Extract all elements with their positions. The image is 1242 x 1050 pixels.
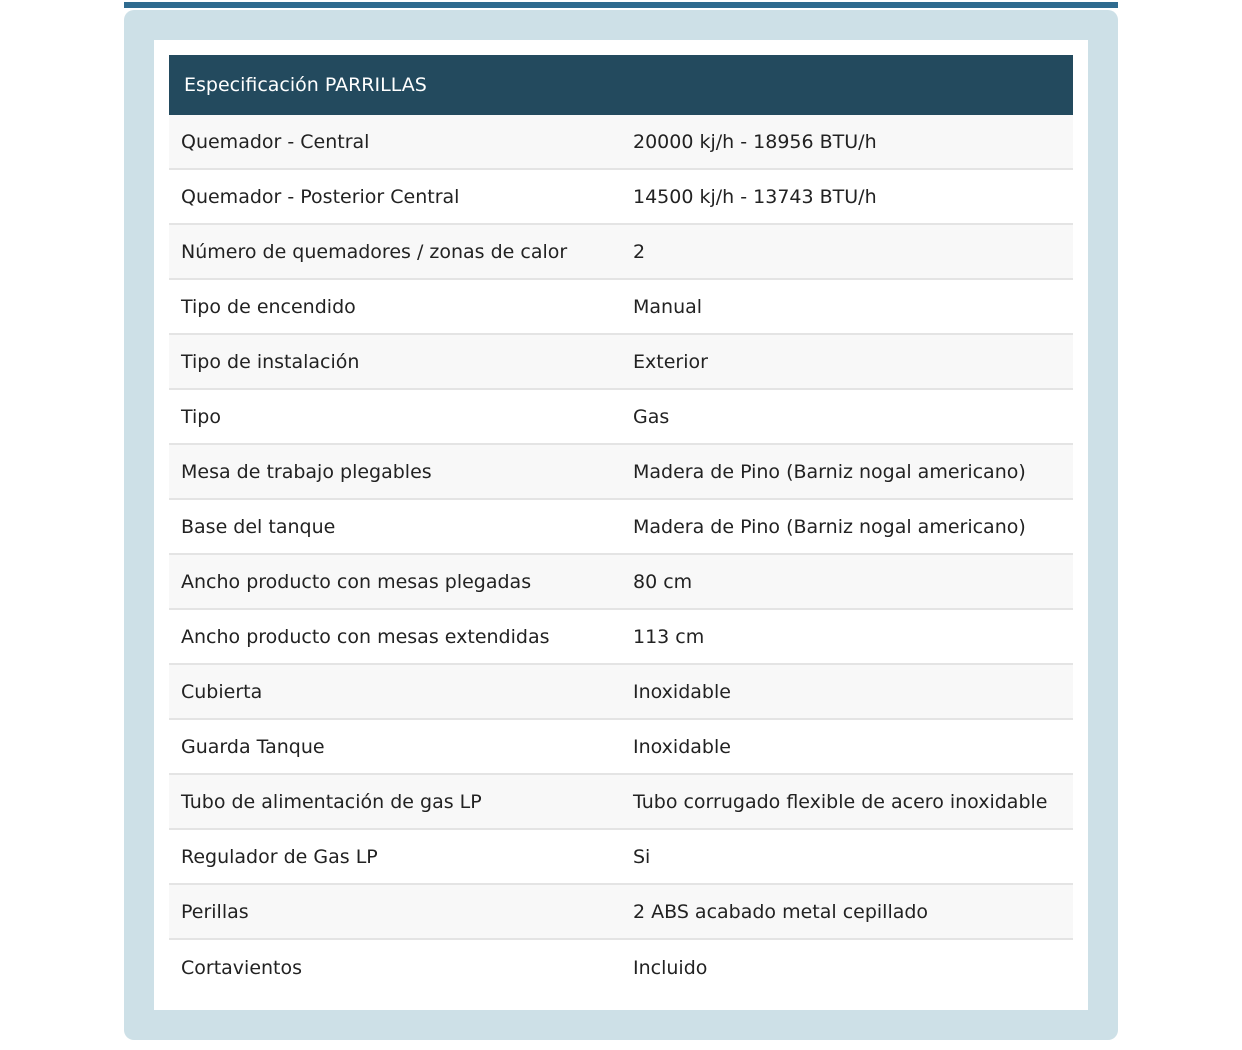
spec-label: Quemador - Posterior Central <box>181 185 460 208</box>
spec-value: 2 <box>633 240 646 263</box>
table-row <box>169 170 1073 225</box>
table-row <box>169 940 1073 995</box>
spec-label: Ancho producto con mesas extendidas <box>181 625 550 648</box>
spec-value: 20000 kj/h - 18956 BTU/h <box>633 130 877 153</box>
spec-value: Si <box>633 845 651 868</box>
spec-value: Incluido <box>633 956 708 979</box>
spec-label: Mesa de trabajo plegables <box>181 460 432 483</box>
spec-frame <box>124 10 1118 1040</box>
table-row <box>169 445 1073 500</box>
spec-value: Inoxidable <box>633 735 731 758</box>
table-row <box>169 280 1073 335</box>
spec-value: 14500 kj/h - 13743 BTU/h <box>633 185 877 208</box>
spec-value: Inoxidable <box>633 680 731 703</box>
spec-value: Exterior <box>633 350 708 373</box>
spec-label: Tipo de encendido <box>181 295 356 318</box>
spec-value: Tubo corrugado flexible de acero inoxidable <box>633 790 1048 813</box>
spec-table-title: Especificación PARRILLAS <box>184 74 427 96</box>
spec-label: Guarda Tanque <box>181 735 325 758</box>
spec-label: Ancho producto con mesas plegadas <box>181 570 532 593</box>
table-row <box>169 775 1073 830</box>
spec-label: Número de quemadores / zonas de calor <box>181 240 568 263</box>
spec-value: 80 cm <box>633 570 693 593</box>
spec-label: Regulador de Gas LP <box>181 845 378 868</box>
table-row <box>169 665 1073 720</box>
table-row <box>169 885 1073 940</box>
table-row <box>169 720 1073 775</box>
spec-rows <box>169 115 1073 995</box>
spec-label: Quemador - Central <box>181 130 370 153</box>
spec-value: Manual <box>633 295 703 318</box>
top-accent-rule <box>124 2 1118 8</box>
table-row <box>169 555 1073 610</box>
table-row <box>169 335 1073 390</box>
spec-label: Base del tanque <box>181 515 336 538</box>
table-row <box>169 115 1073 170</box>
table-row <box>169 390 1073 445</box>
spec-value: 113 cm <box>633 625 705 648</box>
spec-value: Madera de Pino (Barniz nogal americano) <box>633 460 1026 483</box>
table-row <box>169 500 1073 555</box>
spec-table-header <box>169 55 1073 115</box>
spec-value: 2 ABS acabado metal cepillado <box>633 900 929 923</box>
spec-value: Gas <box>633 405 670 428</box>
spec-label: Tipo <box>181 405 221 428</box>
spec-table <box>169 55 1073 995</box>
spec-label: Cubierta <box>181 680 263 703</box>
spec-label: Perillas <box>181 900 249 923</box>
table-row <box>169 830 1073 885</box>
spec-label: Tubo de alimentación de gas LP <box>181 790 482 813</box>
spec-label: Tipo de instalación <box>181 350 360 373</box>
spec-panel <box>154 40 1088 1010</box>
spec-label: Cortavientos <box>181 956 303 979</box>
table-row <box>169 610 1073 665</box>
table-row <box>169 225 1073 280</box>
spec-value: Madera de Pino (Barniz nogal americano) <box>633 515 1026 538</box>
